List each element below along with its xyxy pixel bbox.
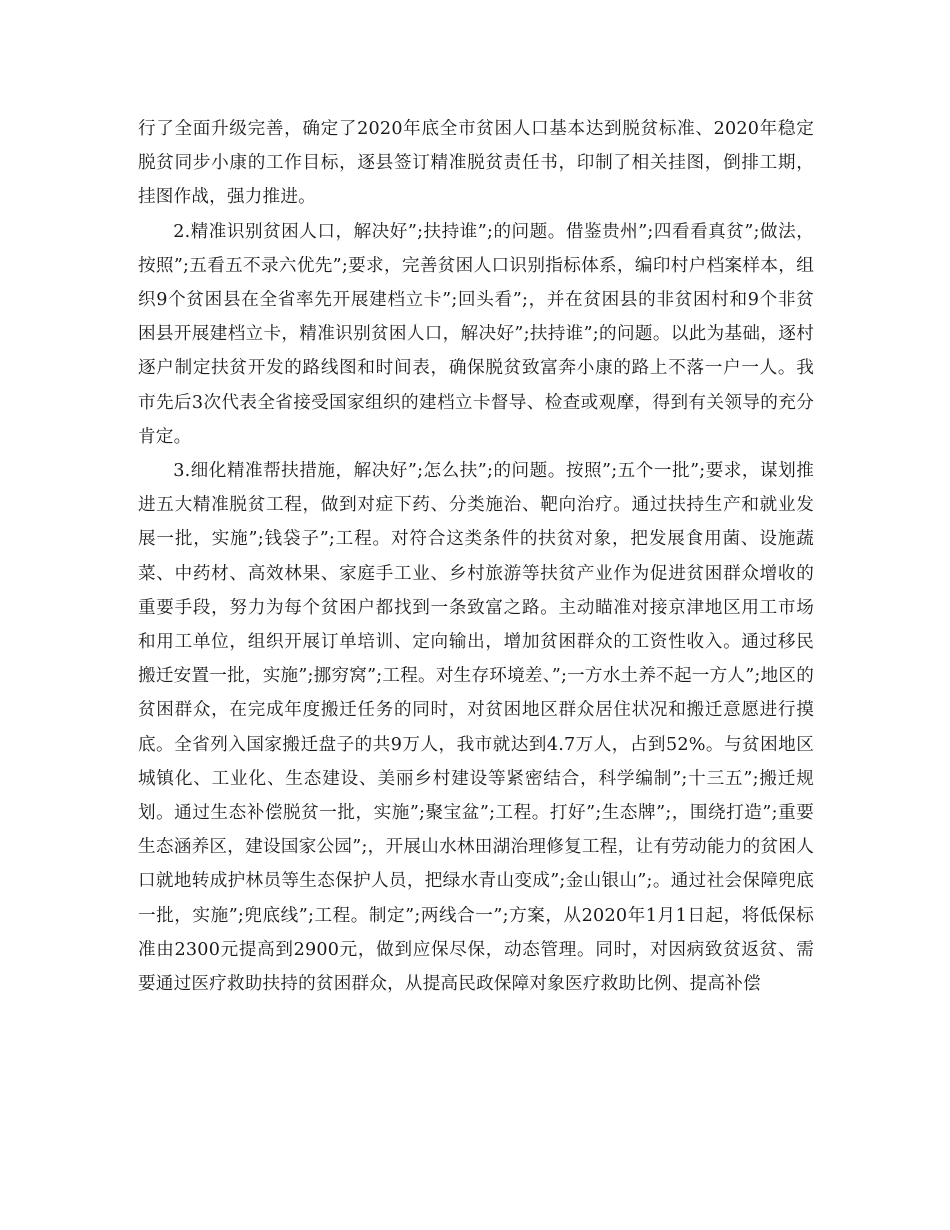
document-body <box>138 112 814 1001</box>
paragraph-continuation: 行了全面升级完善，确定了2020年底全市贫困人口基本达到脱贫标准、2020年稳定脱贫同步小康的工作目标，逐县签订精准脱贫责任书，印制了相关挂图，倒排工期，挂图作战，强力推进。 <box>138 119 814 208</box>
paragraph-item-2: 2.精准识别贫困人口，解决好”;扶持谁”;的问题。借鉴贵州”;四看看真贫”;做法，按照”;五看五不录六优先”;要求，完善贫困人口识别指标体系，编印村户档案样本，组织9个贫困县在全省率先开展建档立卡”;回头看”;，并在贫困县的非贫困村和9个非贫困县开展建档立卡，精准识别贫困人口，解决好”;扶持谁”;的问题。以此为基础，逐村逐户制定扶贫开发的路线图和时间表，确保脱贫致富奔小康的路上不落一户一人。我市先后3次代表全省接受国家组织的建档立卡督导、检查或观摩，得到有关领导的充分肯定。 <box>138 221 814 447</box>
paragraph-item-3: 3.细化精准帮扶措施，解决好”;怎么扶”;的问题。按照”;五个一批”;要求，谋划推进五大精准脱贫工程，做到对症下药、分类施治、靶向治疗。通过扶持生产和就业发展一批，实施”;钱袋子”;工程。对符合这类条件的扶贫对象，把发展食用菌、设施蔬菜、中药材、高效林果、家庭手工业、乡村旅游等扶贫产业作为促进贫困群众增收的重要手段，努力为每个贫困户都找到一条致富之路。主动瞄准对接京津地区用工市场和用工单位，组织开展订单培训、定向输出，增加贫困群众的工资性收入。通过移民搬迁安置一批，实施”;挪穷窝”;工程。对生存环境差、”;一方水土养不起一方人”;地区的贫困群众，在完成年度搬迁任务的同时，对贫困地区群众居住状况和搬迁意愿进行摸底。全省列入国家搬迁盘子的共9万人，我市就达到4.7万人，占到52%。与贫困地区城镇化、工业化、生态建设、美丽乡村建设等紧密结合，科学编制”;十三五”;搬迁规划。通过生态补偿脱贫一批，实施”;聚宝盆”;工程。打好”;生态牌”;，围绕打造”;重要生态涵养区，建设国家公园”;，开展山水林田湖治理修复工程，让有劳动能力的贫困人口就地转成护林员等生态保护人员，把绿水青山变成”;金山银山”;。通过社会保障兜底一批，实施”;兜底线”;工程。制定”;两线合一”;方案，从2020年1月1日起，将低保标准由2300元提高到2900元，做到应保尽保，动态管理。同时，对因病致贫返贫、需要通过医疗救助扶持的贫困群众，从提高民政保障对象医疗救助比例、提高补偿 <box>138 461 814 995</box>
